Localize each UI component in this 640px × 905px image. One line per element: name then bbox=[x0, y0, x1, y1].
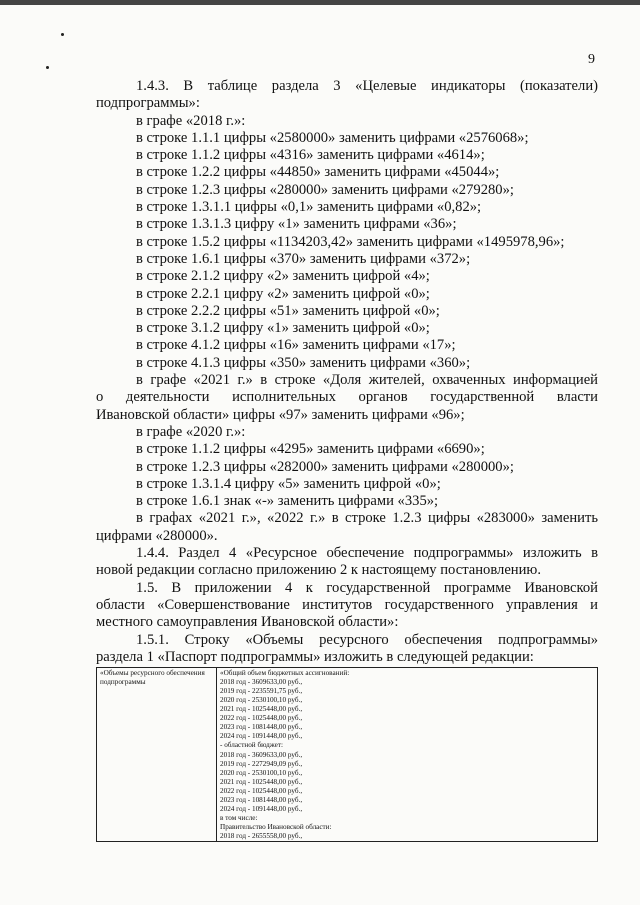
paragraph-line: 1.5. В приложении 4 к государственной программе Ивановской bbox=[136, 579, 598, 596]
paragraph-line: в строке 2.1.2 цифру «2» заменить цифрой «4»; bbox=[136, 268, 430, 285]
budget-line: 2023 год - 1081448,00 руб., bbox=[220, 723, 303, 732]
budget-line: Правительство Ивановской области: bbox=[220, 822, 332, 831]
budget-line: 2019 год - 2272949,09 руб., bbox=[220, 759, 303, 768]
table-right-cell bbox=[217, 668, 598, 842]
budget-line: 2020 год - 2530100,10 руб., bbox=[220, 768, 303, 777]
paragraph-line: в строке 1.2.3 цифры «282000» заменить цифрами «280000»; bbox=[136, 458, 514, 475]
scan-speck bbox=[61, 33, 64, 36]
paragraph-line: в строке 1.6.1 цифры «370» заменить цифрами «372»; bbox=[136, 250, 471, 267]
paragraph-line: в графе «2020 г.»: bbox=[136, 423, 246, 440]
paragraph-line: в строке 2.2.2 цифры «51» заменить цифрой «0»; bbox=[136, 302, 440, 319]
paragraph-line: Ивановской области» цифры «97» заменить цифрами «96»; bbox=[96, 406, 465, 423]
paragraph-line: цифрами «280000». bbox=[96, 527, 218, 544]
budget-line: 2024 год - 1091448,00 руб., bbox=[220, 732, 303, 741]
paragraph-line: в графе «2021 г.» в строке «Доля жителей, охваченных информацией bbox=[136, 372, 598, 389]
budget-line: 2018 год - 3609633,00 руб., bbox=[220, 750, 303, 759]
budget-line: - областной бюджет: bbox=[220, 741, 283, 750]
budget-line: «Общий объем бюджетных ассигнований: bbox=[220, 669, 350, 678]
scan-speck bbox=[46, 66, 49, 69]
budget-line: 2019 год - 2235591,75 руб., bbox=[220, 687, 303, 696]
budget-line: 2018 год - 2655558,00 руб., bbox=[220, 831, 303, 840]
scan-top-edge bbox=[0, 0, 640, 5]
paragraph-line: подпрограммы»: bbox=[96, 95, 200, 112]
paragraph-line: в строке 1.6.1 знак «-» заменить цифрами «335»; bbox=[136, 493, 439, 510]
paragraph-line: в строке 1.1.1 цифры «2580000» заменить цифрами «2576068»; bbox=[136, 129, 529, 146]
paragraph-line: в строке 1.5.2 цифры «1134203,42» заменить цифрами «1495978,96»; bbox=[136, 233, 565, 250]
paragraph-line: 1.5.1. Строку «Объемы ресурсного обеспечения подпрограммы» bbox=[136, 631, 598, 648]
paragraph-line: 1.4.4. Раздел 4 «Ресурсное обеспечение подпрограммы» изложить в bbox=[136, 545, 598, 562]
paragraph-line: в строке 1.3.1.1 цифры «0,1» заменить цифрами «0,82»; bbox=[136, 199, 482, 216]
paragraph-line: в строке 2.2.1 цифру «2» заменить цифрой «0»; bbox=[136, 285, 430, 302]
paragraph-list bbox=[96, 78, 598, 666]
budget-line: в том числе: bbox=[220, 813, 258, 822]
paragraph-line: области «Совершенствование институтов государственного управления и bbox=[96, 596, 598, 613]
budget-line: 2023 год - 1081448,00 руб., bbox=[220, 795, 303, 804]
paragraph-line: в графах «2021 г.», «2022 г.» в строке 1.2.3 цифры «283000» заменить bbox=[136, 510, 598, 527]
paragraph-line: новой редакции согласно приложению 2 к настоящему постановлению. bbox=[96, 562, 541, 579]
paragraph-line: в строке 1.3.1.4 цифру «5» заменить цифрой «0»; bbox=[136, 475, 441, 492]
paragraph-line: в строке 1.1.2 цифры «4295» заменить цифрами «6690»; bbox=[136, 441, 485, 458]
budget-line: 2021 год - 1025448,00 руб., bbox=[220, 777, 303, 786]
paragraph-line: 1.4.3. В таблице раздела 3 «Целевые индикаторы (показатели) bbox=[136, 78, 598, 94]
budget-line: 2022 год - 1025448,00 руб., bbox=[220, 786, 303, 795]
paragraph-line: в строке 1.2.3 цифры «280000» заменить цифрами «279280»; bbox=[136, 181, 514, 198]
paragraph-line: раздела 1 «Паспорт подпрограммы» изложить в следующей редакции: bbox=[96, 648, 534, 665]
table-row bbox=[97, 668, 598, 842]
budget-line: 2022 год - 1025448,00 руб., bbox=[220, 714, 303, 723]
budget-line: 2024 год - 1091448,00 руб., bbox=[220, 804, 303, 813]
budget-line: 2020 год - 2530100,10 руб., bbox=[220, 696, 303, 705]
paragraph-line: местного самоуправления Ивановской области»: bbox=[96, 614, 399, 631]
table-left-cell: «Объемы ресурсного обеспечения подпрограммы bbox=[97, 668, 217, 842]
paragraph-line: в графе «2018 г.»: bbox=[136, 112, 246, 129]
budget-line: 2021 год - 1025448,00 руб., bbox=[220, 705, 303, 714]
paragraph-line: в строке 4.1.3 цифры «350» заменить цифрами «360»; bbox=[136, 354, 471, 371]
page-number: 9 bbox=[588, 52, 595, 67]
paragraph-line: в строке 1.2.2 цифры «44850» заменить цифрами «45044»; bbox=[136, 164, 500, 181]
paragraph-line: в строке 4.1.2 цифры «16» заменить цифрами «17»; bbox=[136, 337, 456, 354]
paragraph-line: в строке 1.1.2 цифры «4316» заменить цифрами «4614»; bbox=[136, 147, 485, 164]
budget-line: 2018 год - 3609633,00 руб., bbox=[220, 678, 303, 687]
document-body bbox=[96, 78, 598, 842]
paragraph-line: в строке 1.3.1.3 цифру «1» заменить цифрами «36»; bbox=[136, 216, 457, 233]
paragraph-line: о деятельности исполнительных органов государственной власти bbox=[96, 389, 598, 406]
paragraph-line: в строке 3.1.2 цифру «1» заменить цифрой «0»; bbox=[136, 320, 430, 337]
resources-table bbox=[96, 667, 598, 842]
